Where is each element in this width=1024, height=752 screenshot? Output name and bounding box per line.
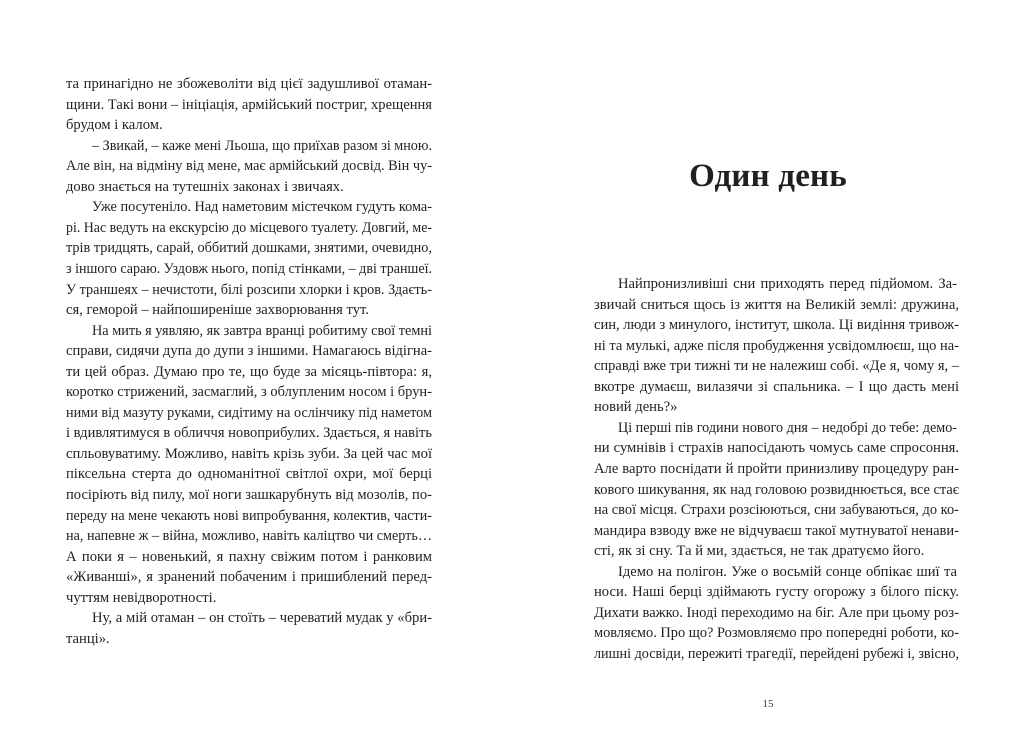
text-line: коротко стрижений, засмаглий, з облупленим носом і брун- [66,384,432,401]
text-line: Ну, а мій отаман – он стоїть – череватий мудак у «бри- [92,610,432,627]
text-line: Але варто поснідати й пройти принизливу процедуру ран- [594,460,959,477]
text-line: переду на мене чекають нові випробування, колектив, части- [66,507,432,524]
text-line: Ідемо на полігон. Уже о восьмій сонце обпікає шиї та [618,563,957,580]
text-line: на, напевне ж – війна, можливо, навіть каліцтво чи смерть… [66,528,432,545]
text-line: і вдивлятимуся в обличчя новоприбулих. Здається, я навіть [66,425,432,442]
text-line: На мить я уявляю, як завтра вранці робитиму свої темні [92,322,432,339]
text-line: Дихати важко. Іноді переходимо на біг. Але при цьому роз- [594,604,959,621]
text-line: ні та мулькі, адже після пробудження усвідомлюєш, що на- [594,337,959,354]
text-line: ся, геморой – найпоширеніше захворювання тут. [66,302,369,319]
text-line: справді вже три тижні ти не належиш собі. «Де я, чому я, – [594,358,959,375]
text-line: У траншеях – нечистоти, білі розсипи хлорки і кров. Здаєть- [66,281,432,298]
text-line: рі. Нас ведуть на екскурсію до місцевого туалету. Довгий, ме- [66,219,432,236]
text-line: ни сумнівів і страхів напосідають чомусь саме спросоння. [594,440,959,457]
text-line: та принагідно не збожеволіти від цієї задушливої отаман- [66,76,432,92]
text-line: танці». [66,630,110,647]
text-line: Уже посутеніло. Над наметовим містечком гудуть кома- [92,199,432,216]
text-line: ти цей образ. Думаю про те, що буде за місяць-півтора: я, [66,363,432,380]
text-line: брудом і калом. [66,117,163,134]
text-line: щини. Такі вони – ініціація, армійський постриг, хрещення [66,96,432,113]
text-line: трів тридцять, сарай, оббитий дошками, знятими, очевидно, [66,240,432,257]
text-line: – Звикай, – каже мені Льоша, що приїхав разом зі мною. [92,137,432,154]
text-line: мандира взводу вже не відчуваєш такої мутнуватої ненави- [594,522,959,539]
text-line: носи. Наші берці здіймають густу огорожу з білого піску. [594,584,959,601]
text-line: з іншого сараю. Уздовж нього, попід стінками, – дві траншеї. [66,260,432,277]
text-line: Найпронизливіші сни приходять перед підйомом. За- [618,276,957,292]
text-line: чуттям невідворотності. [66,589,217,606]
text-line: новий день?» [594,399,678,416]
chapter-title: Один день [689,158,847,194]
text-line: мовляємо. Про що? Розмовляємо про попередні роботи, ко- [594,625,959,642]
text-line: дово знається на тутешніх законах і звичаях. [66,178,344,195]
page-number: 15 [762,698,774,710]
text-line: вкотре думаєш, вилазячи зі спальника. – І що дасть мені [594,378,959,395]
text-line: ними від мазуту руками, сидітиму на ослінчику під наметом [66,404,432,421]
text-line: «Живанші», я зранений побаченим і пришиблений перед- [66,569,432,586]
text-line: кового шикування, як над головою розвиднюється, все стає [594,481,959,498]
text-line: спльовуватиму. Можливо, навіть крізь зуби. За цей час мої [66,445,432,462]
text-line: лишні досвіди, пережиті трагедії, перейдені рубежі і, звісно, [594,645,959,662]
right-page [512,0,1024,752]
text-line: звичай сниться щось із життя на Великій землі: дружина, [594,296,959,313]
text-line: Ці перші пів години нового дня – недобрі до тебе: демо- [618,419,957,436]
text-line: А поки я – новенький, я пахну свіжим потом і ранковим [66,548,432,565]
text-line: піксельна стерта до одноманітної світлої охри, мої берці [66,466,432,483]
text-line: посіріють від пилу, мої ноги зашкарубнуть від мозолів, по- [66,487,432,503]
text-line: на свої місця. Страхи розсіюються, сни забуваються, до ко- [594,502,959,519]
text-line: справи, сидячи дупа до дупи з іншими. Намагаюсь відігна- [66,343,432,360]
text-line: Але він, на відміну від мене, має армійський досвід. Він чу- [66,158,432,175]
text-line: сті, як зі сну. Та й ми, здається, не так дратуємо його. [594,543,925,560]
text-line: син, люди з минулого, інститут, школа. Ці видіння тривож- [594,317,959,334]
